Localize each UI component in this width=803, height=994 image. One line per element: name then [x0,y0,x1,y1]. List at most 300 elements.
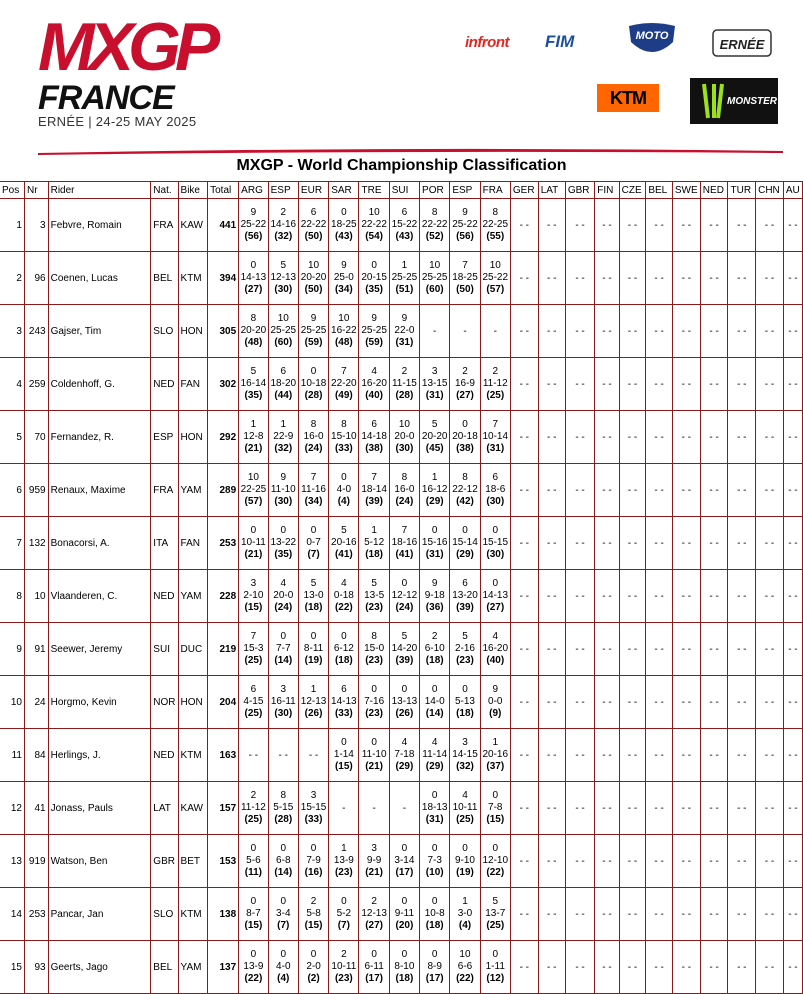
race-bonus: 2 [250,790,257,801]
race-points: (31) [395,337,414,348]
race-empty: - - [595,623,619,676]
race-bonus: 0 [492,525,499,536]
race-empty: - - [756,941,784,994]
race-bonus: 4 [462,790,468,801]
race-points: (25) [244,814,263,825]
race-heats: 13-20 [452,590,478,601]
race-empty: - - [783,252,802,305]
race-bonus: 0 [341,207,347,218]
race-result [359,835,389,888]
race-bonus: 0 [310,631,317,642]
race-points: (27) [365,920,384,931]
race-points: (11) [244,867,263,878]
race-points: (35) [244,390,263,401]
race-heats: 8-9 [427,961,442,972]
race-result [298,888,328,941]
rider-name: Herlings, J. [48,729,151,782]
race-empty: - - [783,411,802,464]
race-bonus: 0 [310,843,317,854]
rider-name: Geerts, Jago [48,941,151,994]
race-result [329,517,359,570]
race-points: (30) [395,443,414,454]
race-bonus: 10 [338,313,350,324]
race-empty: - - [728,782,756,835]
race-bonus: 6 [462,578,468,589]
race-points: (31) [425,814,444,825]
race-points: (55) [486,231,505,242]
race-points: (59) [365,337,384,348]
race-empty: - - [510,252,538,305]
race-bonus: 1 [341,843,347,854]
race-empty: - - [756,305,784,358]
race-result [329,729,359,782]
race-heats: 6-6 [457,961,473,972]
race-bonus: 0 [250,260,257,271]
race-heats: 15-10 [331,431,357,442]
race-points: (32) [456,761,474,772]
race-heats: 14-13 [331,696,357,707]
rider-position: 6 [0,464,24,517]
race-result [239,782,268,835]
race-heats: 4-15 [243,696,264,707]
race-points: (34) [304,496,323,507]
race-points: (27) [486,602,505,613]
race-result [389,252,419,305]
race-bonus: 0 [462,419,468,430]
race-empty: - - [672,782,700,835]
race-empty: - - [672,623,700,676]
race-empty: - - [510,782,538,835]
race-result [329,358,359,411]
race-points: (12) [486,973,505,984]
race-points: (20) [395,920,414,931]
rider-total: 163 [208,729,239,782]
column-header: Rider [48,182,151,199]
race-heats: 14-15 [452,749,478,760]
rider-nation: NED [151,358,178,411]
sponsor-ffm-logo [627,22,677,62]
rider-number: 243 [24,305,48,358]
race-bonus: 0 [280,631,287,642]
race-bonus: 8 [310,419,317,430]
race-result [359,358,389,411]
race-points: (29) [425,496,444,507]
race-points: (56) [456,231,474,242]
race-points: (60) [274,337,293,348]
race-empty: - - [268,729,298,782]
column-header: SUI [389,182,419,199]
race-result [268,782,298,835]
race-heats: 7-18 [394,749,415,760]
race-heats: 11-10 [361,749,387,760]
race-points: (45) [425,443,444,454]
race-heats: 18-14 [361,484,387,495]
race-heats: 9-10 [454,855,475,866]
race-heats: 13-7 [485,908,506,919]
race-bonus: 0 [280,896,287,907]
race-heats: 20-15 [361,272,387,283]
race-bonus: 6 [280,366,287,377]
rider-nation: GBR [151,835,178,888]
race-result [480,464,510,517]
race-points: (23) [334,973,353,984]
race-result [329,252,359,305]
race-result [359,623,389,676]
column-header: TUR [728,182,756,199]
race-empty: - - [646,941,673,994]
race-result [239,676,268,729]
race-heats: 0-0 [488,696,503,707]
race-points: (24) [395,496,414,507]
column-header: Bike [178,182,208,199]
rider-total: 157 [208,782,239,835]
race-empty: - - [728,623,756,676]
rider-nation: ESP [151,411,178,464]
race-heats: 5-15 [273,802,294,813]
race-points: (43) [395,231,414,242]
race-result [450,252,480,305]
race-empty: - - [565,252,594,305]
sponsor-monster-logo [690,78,778,124]
rider-position: 12 [0,782,24,835]
race-heats: 15-16 [421,537,448,548]
race-bonus: 1 [250,419,257,430]
race-empty: - - [298,729,328,782]
race-heats: 18-25 [331,219,357,230]
race-heats: 14-13 [240,272,267,283]
race-empty: - - [595,570,619,623]
race-points: (29) [456,549,474,560]
race-bonus: 0 [310,525,317,536]
race-heats: 3-0 [457,908,473,919]
race-empty: - - [728,835,756,888]
race-bonus: 0 [431,684,438,695]
race-result [420,517,450,570]
race-bonus: 0 [462,843,468,854]
race-result [480,358,510,411]
race-points: (28) [395,390,414,401]
race-heats: 6-12 [333,643,354,654]
race-result [389,464,419,517]
rider-bike: KTM [178,888,208,941]
column-header: CZE [619,182,646,199]
race-heats: 25-25 [361,325,387,336]
race-points: (26) [304,708,323,719]
rider-position: 5 [0,411,24,464]
race-empty: - - [783,464,802,517]
race-empty: - - [595,517,619,570]
race-result [450,199,480,252]
race-result [298,199,328,252]
race-empty: - - [619,570,646,623]
race-empty: - - [756,835,784,888]
rider-number: 259 [24,358,48,411]
column-header: POR [420,182,450,199]
race-heats: 15-22 [391,219,418,230]
race-heats: 25-22 [240,219,267,230]
mxgp-logo [38,12,256,82]
rider-position: 15 [0,941,24,994]
race-points: (15) [244,920,263,931]
race-result [480,941,510,994]
race-empty: - - [565,941,594,994]
race-result [298,517,328,570]
race-bonus: 5 [431,419,438,430]
race-result [298,358,328,411]
rider-number: 96 [24,252,48,305]
race-points: (4) [458,920,472,931]
rider-bike: KTM [178,252,208,305]
race-bonus: 0 [492,578,499,589]
column-header: Total [208,182,239,199]
race-points: (31) [425,390,444,401]
rider-total: 289 [208,464,239,517]
race-result [359,464,389,517]
race-empty: - - [672,835,700,888]
race-heats: 18-20 [270,378,297,389]
race-result [450,517,480,570]
race-empty: - - [510,835,538,888]
race-bonus: 9 [250,207,257,218]
race-result [420,570,450,623]
race-result [239,517,268,570]
race-empty: - - [538,252,565,305]
race-empty: - - [619,252,646,305]
race-points: (22) [244,973,263,984]
race-empty: - - [646,252,673,305]
race-empty: - - [783,305,802,358]
race-bonus: 1 [492,737,499,748]
rider-number: 919 [24,835,48,888]
race-heats: 5-2 [336,908,352,919]
race-empty: - - [783,941,802,994]
race-result [298,570,328,623]
race-empty: - - [595,358,619,411]
race-empty: - - [565,623,594,676]
race-empty: - - [700,729,728,782]
race-empty: - - [756,570,784,623]
rider-bike: FAN [178,358,208,411]
race-result [480,676,510,729]
race-bonus: 5 [341,525,347,536]
race-bonus: 0 [401,896,408,907]
race-bonus: 3 [310,790,317,801]
race-points: (41) [334,549,353,560]
race-empty: - - [510,676,538,729]
race-result [359,570,389,623]
race-empty: - - [565,305,594,358]
race-result [359,411,389,464]
race-points: (48) [244,337,263,348]
race-bonus: 8 [371,631,377,642]
race-empty: - - [700,676,728,729]
race-empty: - - [700,517,728,570]
race-points: (21) [365,867,384,878]
race-bonus: 1 [431,472,438,483]
race-points: (4) [337,496,350,507]
rider-name: Jonass, Pauls [48,782,151,835]
race-empty: - - [783,888,802,941]
race-result [450,782,480,835]
sponsor-moto-text: MOTO [635,30,669,42]
race-empty: - - [239,729,268,782]
table-row [0,676,803,729]
rider-bike: YAM [178,941,208,994]
rider-nation: BEL [151,941,178,994]
table-row [0,570,803,623]
race-result [329,835,359,888]
race-empty: - - [595,941,619,994]
race-result [359,305,389,358]
rider-name: Seewer, Jeremy [48,623,151,676]
race-heats: 2-10 [243,590,264,601]
race-result [298,623,328,676]
column-header: TRE [359,182,389,199]
race-result [389,305,419,358]
race-bonus: 6 [341,684,347,695]
race-result [480,782,510,835]
race-heats: 13-9 [243,961,264,972]
race-empty: - - [565,358,594,411]
race-empty: - - [565,411,594,464]
race-empty: - - [595,888,619,941]
rider-total: 138 [208,888,239,941]
rider-number: 91 [24,623,48,676]
race-result [329,464,359,517]
rider-bike: HON [178,676,208,729]
sponsor-ernee-logo [712,24,772,60]
race-heats: 16-20 [361,378,387,389]
race-result [268,411,298,464]
column-header: Nr [24,182,48,199]
race-points: (29) [395,761,414,772]
race-points: (9) [489,708,502,719]
race-points: (29) [425,761,444,772]
race-bonus: 0 [431,843,438,854]
race-points: (25) [244,708,263,719]
race-points: (21) [244,549,263,560]
race-points: (40) [486,655,505,666]
race-result [450,941,480,994]
race-bonus: 8 [431,207,438,218]
race-heats: 14-13 [482,590,509,601]
rider-name: Coldenhoff, G. [48,358,151,411]
race-points: (23) [365,655,384,666]
race-points: (21) [244,443,263,454]
race-empty: - - [510,411,538,464]
race-bonus: 10 [368,207,380,218]
rider-number: 132 [24,517,48,570]
race-empty: - - [700,464,728,517]
race-bonus: 8 [341,419,347,430]
race-points: (40) [365,390,384,401]
race-result [359,517,389,570]
table-row [0,782,803,835]
race-bonus: 6 [250,684,257,695]
rider-nation: SLO [151,305,178,358]
race-heats: 16-0 [394,484,415,495]
race-empty: - - [538,888,565,941]
race-result [329,676,359,729]
race-heats: 22-22 [300,219,327,230]
rider-bike: FAN [178,517,208,570]
race-points: (27) [244,284,263,295]
race-points: (15) [244,602,263,613]
race-result [359,199,389,252]
race-empty: - - [728,358,756,411]
column-header: GER [510,182,538,199]
race-result [389,358,419,411]
race-empty: - - [783,358,802,411]
race-heats: 12-10 [482,855,509,866]
race-result [420,411,450,464]
race-heats: 5-12 [364,537,385,548]
race-heats: 16-12 [421,484,448,495]
race-heats: 22-0 [394,325,415,336]
race-bonus: 3 [371,843,377,854]
race-points: (39) [365,496,384,507]
race-points: (36) [425,602,444,613]
race-empty: - - [646,305,673,358]
column-header: FIN [595,182,619,199]
sponsor-ktm: KTM [597,84,659,112]
race-heats: 7-3 [427,855,442,866]
race-result [239,358,268,411]
race-result [298,305,328,358]
race-bonus: 0 [401,949,408,960]
race-heats: 22-22 [361,219,387,230]
race-bonus: 5 [250,366,257,377]
race-result [329,305,359,358]
race-empty: - - [565,464,594,517]
race-heats: 10-8 [424,908,445,919]
race-result [268,464,298,517]
race-points: (32) [274,231,293,242]
race-heats: 12-13 [361,908,387,919]
race-empty: - - [565,570,594,623]
race-result [389,888,419,941]
race-bonus: 2 [492,366,499,377]
race-bonus: 9 [280,472,287,483]
rider-name: Febvre, Romain [48,199,151,252]
race-bonus: 2 [462,366,468,377]
race-empty: - - [595,835,619,888]
column-header: LAT [538,182,565,199]
race-result [239,464,268,517]
race-empty: - - [510,358,538,411]
race-heats: 16-14 [240,378,267,389]
race-empty: - - [510,305,538,358]
race-empty: - [389,782,419,835]
race-bonus: 5 [492,896,499,907]
race-empty: - - [619,676,646,729]
race-heats: 22-12 [452,484,478,495]
race-empty: - - [619,835,646,888]
race-points: (25) [486,390,505,401]
race-result [420,623,450,676]
race-points: (14) [274,655,293,666]
race-points: (30) [274,284,293,295]
race-empty: - - [595,782,619,835]
sponsor-ernee-text: ERNÉE [719,37,765,52]
race-heats: 7-8 [488,802,503,813]
race-empty: - - [783,623,802,676]
table-row [0,358,803,411]
race-empty: - - [728,252,756,305]
race-bonus: 0 [431,790,438,801]
race-bonus: 0 [371,260,377,271]
race-points: (48) [334,337,353,348]
